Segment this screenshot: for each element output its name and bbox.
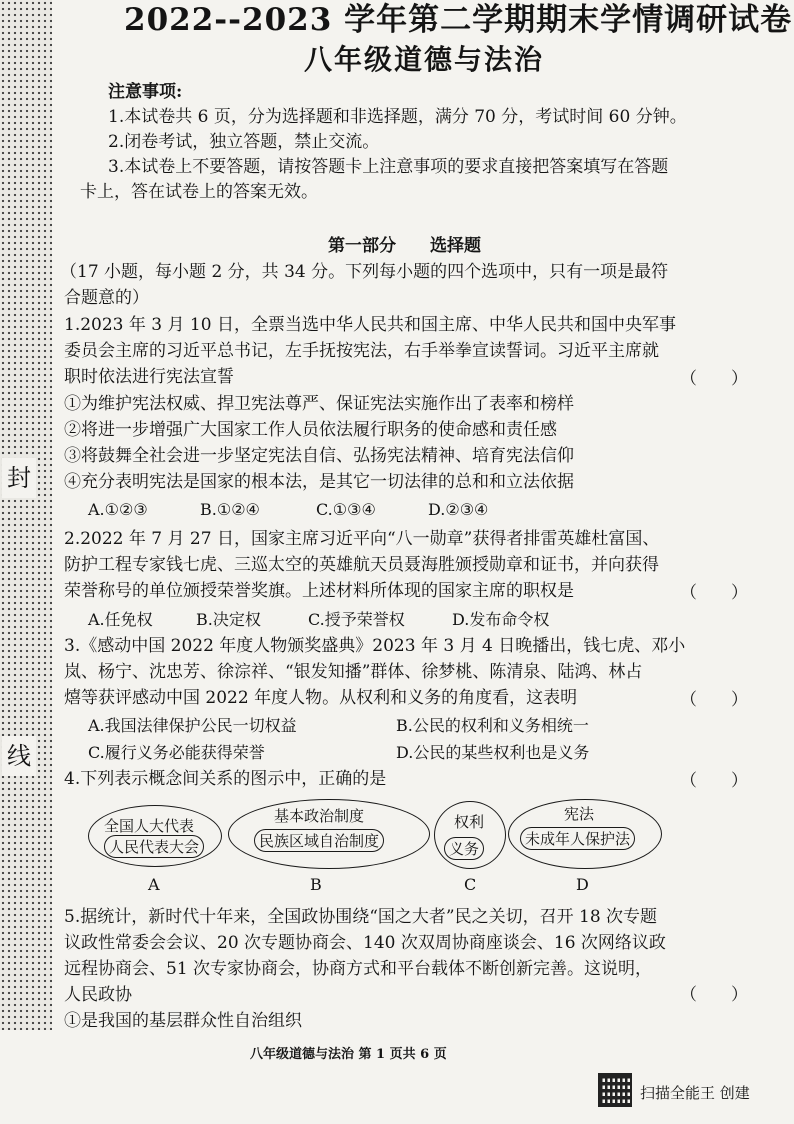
q5-stem: 人民政协 <box>64 985 132 1005</box>
q3-stem: 3.《感动中国 2022 年度人物颁奖盛典》2023 年 3 月 4 日晚播出，钱七虎、邓小 <box>64 636 686 656</box>
concept-diagrams <box>88 797 708 897</box>
diagram-a-outer: 全国人大代表 <box>104 817 195 835</box>
q3-option-b: B.公民的权利和义务相统一 <box>396 716 589 735</box>
answer-paren: （ ） <box>680 369 748 389</box>
q3-stem: 熺等获评感动中国 2022 年度人物。从权利和义务的角度看，这表明 <box>64 688 578 708</box>
part1-desc: 合题意的） <box>64 288 149 308</box>
q5-stem: 议政性常委会会议、20 次专题协商会、140 次双周协商座谈会、16 次网络议政 <box>64 933 666 953</box>
q1-option-b: B.①②④ <box>200 500 260 519</box>
diagram-c-outer: 权利 <box>454 813 485 831</box>
q2-stem: 2.2022 年 7 月 27 日，国家主席习近平向“八一勋章”获得者排雷英雄杜富国、 <box>64 529 660 549</box>
q1-statement: ②将进一步增强广大国家工作人员依法履行职务的使命感和责任感 <box>64 420 557 440</box>
q3-option-c: C.履行义务必能获得荣誉 <box>88 743 265 762</box>
binding-margin <box>0 0 52 1030</box>
exam-title: 2022--2023 学年第二学期期末学情调研试卷 <box>124 2 793 38</box>
margin-char-line: 线 <box>2 736 36 776</box>
part1-desc: （17 小题，每小题 2 分，共 34 分。下列每小题的四个选项中，只有一项是最符 <box>60 262 669 282</box>
diagram-a-label: A <box>148 875 160 894</box>
q1-stem: 职时依法进行宪法宣誓 <box>64 367 234 387</box>
q3-stem: 岚、杨宁、沈忠芳、徐淙祥、“银发知播”群体、徐梦桃、陈清泉、陆鸿、林占 <box>64 662 643 682</box>
part1-title: 第一部分 选择题 <box>328 236 481 256</box>
margin-char-seal: 封 <box>2 458 36 498</box>
diagram-b-outer: 基本政治制度 <box>274 807 365 825</box>
answer-paren: （ ） <box>680 985 748 1005</box>
notice-item: 2.闭卷考试，独立答题，禁止交流。 <box>108 132 380 152</box>
q1-option-a: A.①②③ <box>88 500 148 519</box>
q1-statement: ①为维护宪法权威、捍卫宪法尊严、保证宪法实施作出了表率和榜样 <box>64 394 574 414</box>
q2-option-b: B.决定权 <box>196 610 261 629</box>
diagram-d-outer: 宪法 <box>564 805 595 823</box>
qr-code-icon <box>598 1073 632 1107</box>
q3-option-a: A.我国法律保护公民一切权益 <box>88 716 297 735</box>
diagram-d-inner: 未成年人保护法 <box>520 827 635 850</box>
q2-stem: 荣誉称号的单位颁授荣誉奖旗。上述材料所体现的国家主席的职权是 <box>64 581 574 601</box>
q1-option-d: D.②③④ <box>428 500 489 519</box>
q5-statement: ①是我国的基层群众性自治组织 <box>64 1011 302 1031</box>
q5-stem: 5.据统计，新时代十年来，全国政协围绕“国之大者”民之关切，召开 18 次专题 <box>64 907 658 927</box>
diagram-c-label: C <box>464 875 477 894</box>
q5-stem: 远程协商会、51 次专家协商会，协商方式和平台载体不断创新完善。这说明， <box>64 959 653 979</box>
scanner-watermark: 扫描全能王 创建 <box>640 1084 750 1102</box>
q2-stem: 防护工程专家钱七虎、三巡太空的英雄航天员聂海胜颁授勋章和证书，并向获得 <box>64 555 659 575</box>
q2-option-d: D.发布命令权 <box>452 610 550 629</box>
notice-heading: 注意事项: <box>108 82 183 102</box>
diagram-b-label: B <box>310 875 322 894</box>
q1-statement: ④充分表明宪法是国家的根本法，是其它一切法律的总和和立法依据 <box>64 472 574 492</box>
q4-stem: 4.下列表示概念间关系的图示中，正确的是 <box>64 769 387 789</box>
q2-option-c: C.授予荣誉权 <box>308 610 405 629</box>
answer-paren: （ ） <box>680 690 748 710</box>
q1-stem: 委员会主席的习近平总书记，左手抚按宪法，右手举拳宣读誓词。习近平主席就 <box>64 341 659 361</box>
q1-stem: 1.2023 年 3 月 10 日，全票当选中华人民共和国主席、中华人民共和国中央军事 <box>64 315 676 335</box>
diagram-b-inner: 民族区域自治制度 <box>254 829 384 852</box>
diagram-d-label: D <box>576 875 589 894</box>
answer-paren: （ ） <box>680 583 748 603</box>
q1-statement: ③将鼓舞全社会进一步坚定宪法自信、弘扬宪法精神、培育宪法信仰 <box>64 446 574 466</box>
q3-option-d: D.公民的某些权利也是义务 <box>396 743 590 762</box>
answer-paren: （ ） <box>680 771 748 791</box>
notice-item: 1.本试卷共 6 页，分为选择题和非选择题，满分 70 分，考试时间 60 分钟。 <box>108 107 687 127</box>
diagram-c-inner: 义务 <box>444 837 484 860</box>
notice-item: 3.本试卷上不要答题，请按答题卡上注意事项的要求直接把答案填写在答题 <box>108 157 669 177</box>
q1-option-c: C.①③④ <box>316 500 376 519</box>
q2-option-a: A.任免权 <box>88 610 153 629</box>
notice-item: 卡上，答在试卷上的答案无效。 <box>80 182 318 202</box>
diagram-a-inner: 人民代表大会 <box>104 835 204 858</box>
exam-subject: 八年级道德与法治 <box>303 43 544 76</box>
page-footer: 八年级道德与法治 第 1 页共 6 页 <box>250 1047 447 1062</box>
